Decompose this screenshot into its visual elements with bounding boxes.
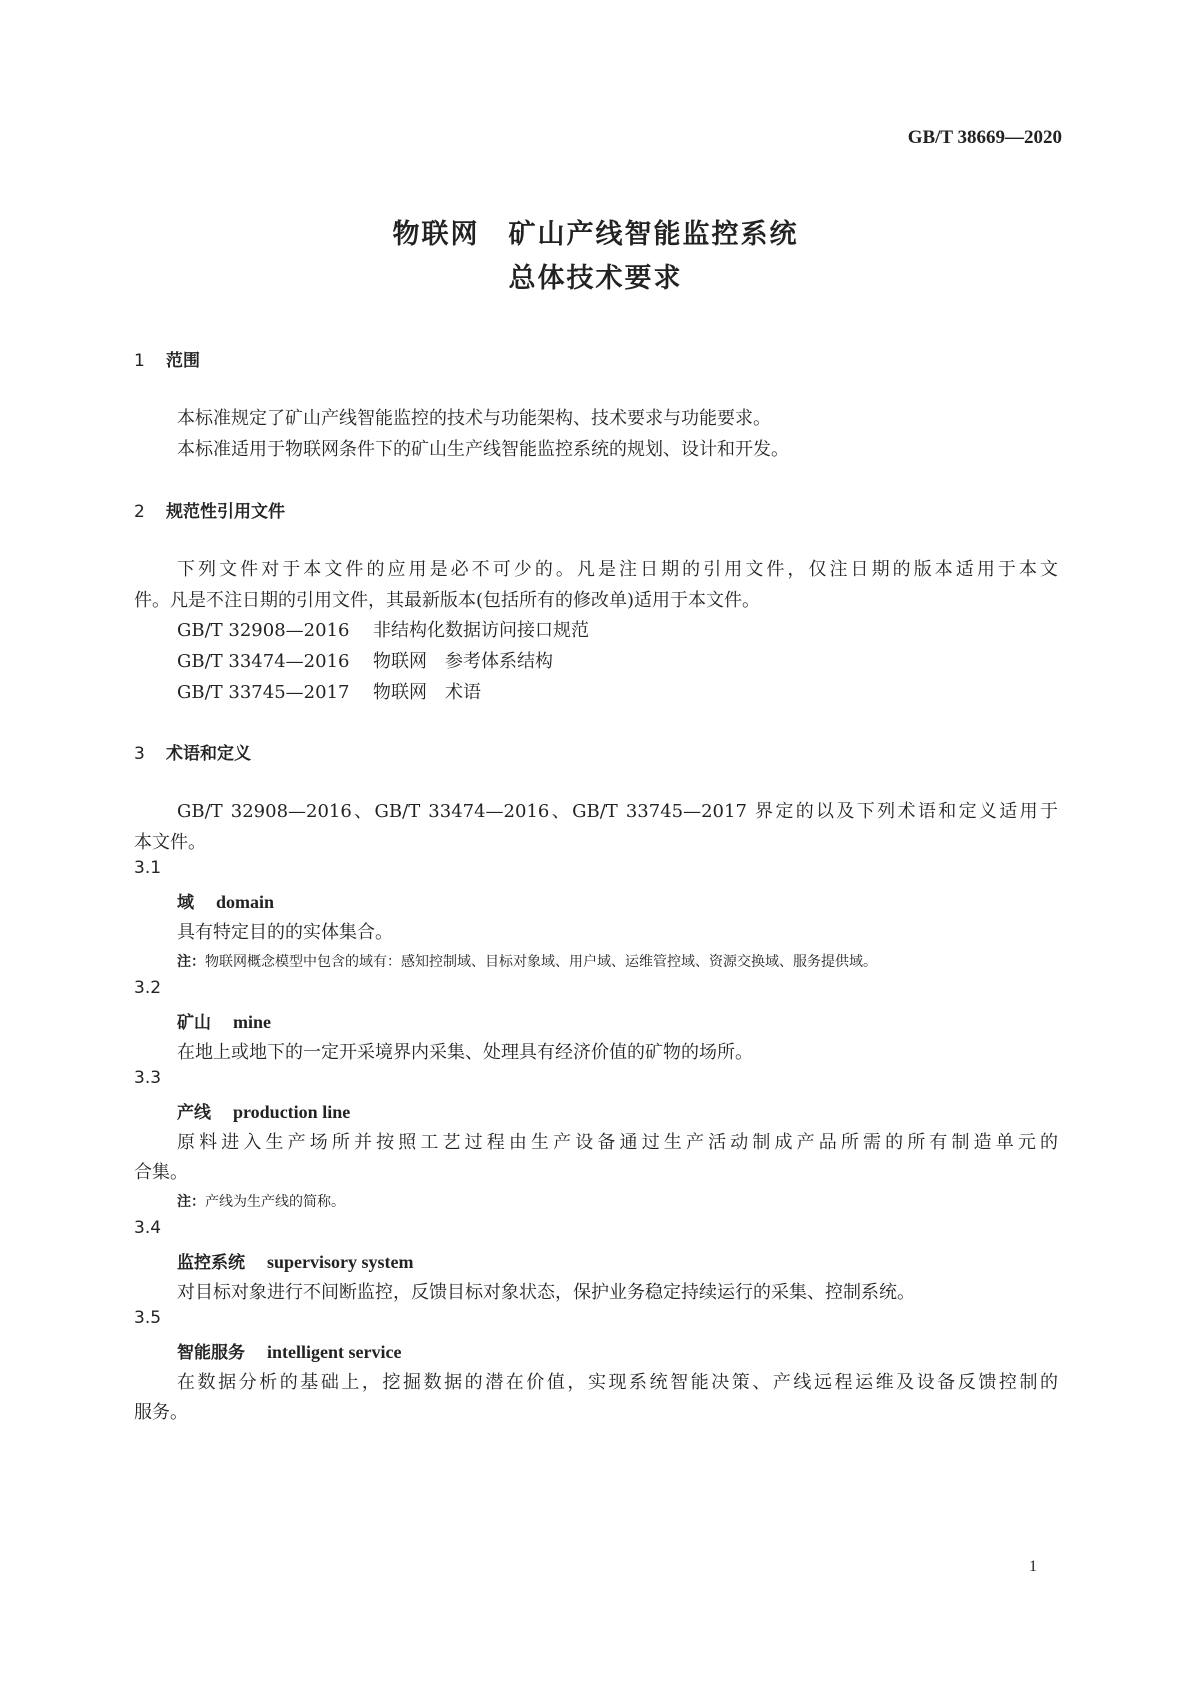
reference-item: GB/T 32908—2016 非结构化数据访问接口规范 [177, 620, 589, 641]
term-definition-line2: 合集。 [134, 1162, 188, 1183]
section-3-para-line2: 本文件。 [134, 832, 206, 853]
section-3-para-line1: GB/T 32908—2016、GB/T 33474—2016、GB/T 33745—2017 界定的以及下列术语和定义适用于 [177, 801, 1058, 822]
clause-number: 3.1 [134, 858, 162, 878]
term-title: 智能服务 intelligent service [177, 1342, 402, 1363]
section-1-para-1: 本标准规定了矿山产线智能监控的技术与功能架构、技术要求与功能要求。 [177, 408, 771, 429]
document-title-line2: 总体技术要求 [508, 263, 683, 294]
section-3-heading: 3 术语和定义 [134, 744, 251, 764]
clause-number: 3.4 [134, 1218, 162, 1238]
reference-item: GB/T 33745—2017 物联网 术语 [177, 682, 481, 703]
term-title: 域 domain [177, 892, 275, 913]
term-title: 监控系统 supervisory system [177, 1252, 414, 1273]
term-definition: 在地上或地下的一定开采境界内采集、处理具有经济价值的矿物的场所。 [177, 1042, 753, 1063]
reference-item: GB/T 33474—2016 物联网 参考体系结构 [177, 651, 553, 672]
page-number: 1 [1029, 1558, 1037, 1575]
section-1-para-2: 本标准适用于物联网条件下的矿山生产线智能监控系统的规划、设计和开发。 [177, 439, 789, 460]
clause-number: 3.2 [134, 978, 162, 998]
term-definition: 具有特定目的的实体集合。 [177, 922, 393, 943]
section-2-para-line1: 下列文件对于本文件的应用是必不可少的。凡是注日期的引用文件，仅注日期的版本适用于本文 [177, 559, 1058, 580]
clause-number: 3.3 [134, 1068, 162, 1088]
term-definition-line2: 服务。 [134, 1402, 188, 1423]
term-note: 注：产线为生产线的简称。 [177, 1194, 345, 1210]
section-1-heading: 1 范围 [134, 351, 200, 371]
term-title: 产线 production line [177, 1102, 351, 1123]
section-2-para-line2: 件。凡是不注日期的引用文件，其最新版本(包括所有的修改单)适用于本文件。 [134, 590, 761, 611]
term-title: 矿山 mine [177, 1012, 271, 1033]
term-definition-line1: 在数据分析的基础上，挖掘数据的潜在价值，实现系统智能决策、产线远程运维及设备反馈控制的 [177, 1372, 1058, 1393]
term-note: 注：物联网概念模型中包含的域有：感知控制域、目标对象域、用户域、运维管控域、资源交换域、服务提供域。 [177, 954, 877, 970]
standard-code: GB/T 38669—2020 [907, 127, 1062, 148]
section-2-heading: 2 规范性引用文件 [134, 502, 285, 522]
document-title-line1: 物联网 矿山产线智能监控系统 [392, 219, 799, 250]
clause-number: 3.5 [134, 1308, 162, 1328]
term-definition-line1: 原料进入生产场所并按照工艺过程由生产设备通过生产活动制成产品所需的所有制造单元的 [177, 1132, 1058, 1153]
term-definition: 对目标对象进行不间断监控，反馈目标对象状态，保护业务稳定持续运行的采集、控制系统。 [177, 1282, 915, 1303]
